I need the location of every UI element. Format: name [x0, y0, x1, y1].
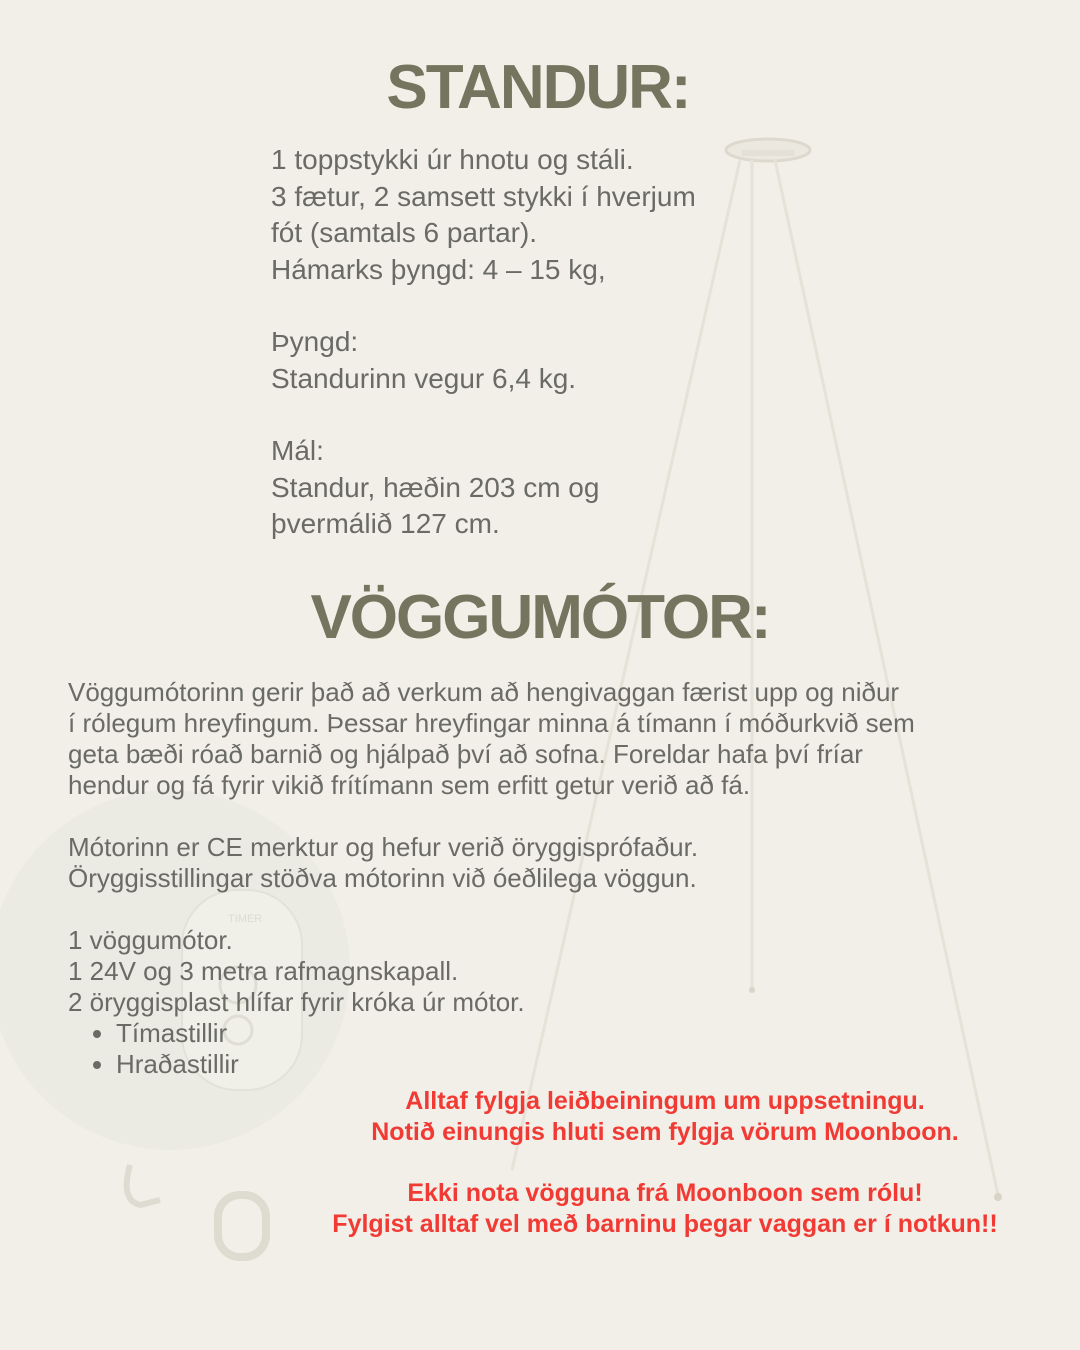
description-line: geta bæði róað barnið og hjálpað því að sofna. Foreldar hafa því fríar: [68, 739, 863, 769]
warning-line: Notið einungis hluti sem fylgja vörum Moonboon.: [371, 1118, 959, 1146]
description-line: Vöggumótorinn gerir það að verkum að hengivaggan færist upp og niður: [68, 677, 900, 707]
description-line: hendur og fá fyrir vikið frítímann sem erfitt getur verið að fá.: [68, 770, 751, 800]
feature-list: [68, 1018, 1028, 1080]
warning-line: Alltaf fylgja leiðbeiningum um uppsetningu.: [405, 1087, 925, 1115]
voggumotor-details: [68, 677, 1028, 1080]
voggumotor-heading: VÖGGUMÓTOR:: [310, 583, 770, 652]
warning-line: Fylgist alltaf vel með barninu þegar vaggan er í notkun!!: [332, 1210, 998, 1238]
feature-item: • Hraðastillir: [116, 1049, 1028, 1080]
weight-label: Þyngd:: [271, 326, 359, 357]
contents-line: 1 vöggumótor.: [68, 925, 233, 955]
weight-value: Standurinn vegur 6,4 kg.: [271, 362, 577, 394]
standur-line: 3 fætur, 2 samsett stykki í hverjum: [271, 180, 696, 212]
standur-line: 1 toppstykki úr hnotu og stáli.: [271, 144, 634, 175]
size-value: Standur, hæðin 203 cm og: [271, 471, 600, 503]
warning-line: Ekki nota vögguna frá Moonboon sem rólu!: [407, 1179, 923, 1207]
safety-line: Öryggisstillingar stöðva mótorinn við óeðlilega vöggun.: [68, 863, 697, 893]
standur-specs: [271, 142, 831, 543]
size-label: Mál:: [271, 435, 324, 466]
standur-line: Hámarks þyngd: 4 – 15 kg,: [271, 253, 606, 285]
motor-dial-label: TIMER: [228, 913, 263, 925]
contents-line: 2 öryggisplast hlífar fyrir króka úr mótor.: [68, 987, 525, 1017]
feature-item: • Tímastillir: [116, 1018, 1028, 1049]
description-line: í rólegum hreyfingum. Þessar hreyfingar minna á tímann í móðurkvið sem: [68, 708, 915, 738]
contents-line: 1 24V og 3 metra rafmagnskapall.: [68, 956, 459, 986]
safety-line: Mótorinn er CE merktur og hefur verið öryggisprófaður.: [68, 832, 699, 862]
standur-heading: STANDUR:: [386, 53, 690, 122]
standur-line: fót (samtals 6 partar).: [271, 217, 538, 248]
safety-warnings: [300, 1086, 1030, 1240]
size-value: þvermálið 127 cm.: [271, 508, 500, 539]
